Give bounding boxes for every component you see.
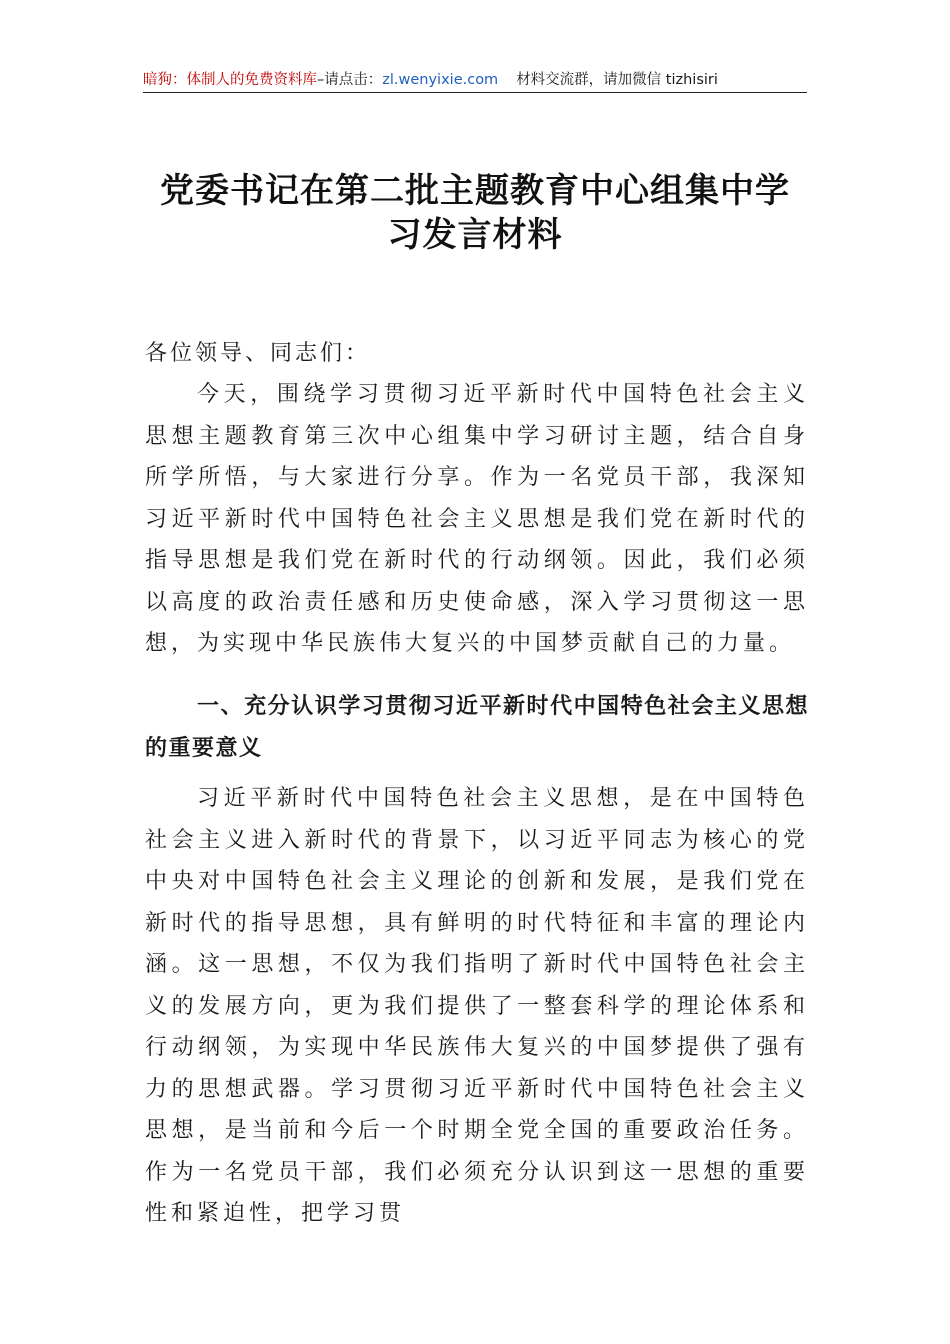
header-separator: –请点击： (317, 72, 383, 88)
header-brand: 暗狗：体制人的免费资料库 (143, 72, 317, 88)
page-header (143, 70, 807, 93)
header-link[interactable]: zl.wenyixie.com (382, 72, 499, 88)
paragraph-intro: 今天，围绕学习贯彻习近平新时代中国特色社会主义思想主题教育第三次中心组集中学习研讨主题，结合自身所学所悟，与大家进行分享。作为一名党员干部，我深知习近平新时代中国特色社会主义思想是我们党在新时代的指导思想是我们党在新时代的行动纲领。因此，我们必须以高度的政治责任感和历史使命感，深入学习贯彻这一思想，为实现中华民族伟大复兴的中国梦贡献自己的力量。 (145, 382, 809, 656)
paragraph-section-1: 习近平新时代中国特色社会主义思想，是在中国特色社会主义进入新时代的背景下，以习近平同志为核心的党中央对中国特色社会主义理论的创新和发展，是我们党在新时代的指导思想，具有鲜明的时代特征和丰富的理论内涵。这一思想，不仅为我们指明了新时代中国特色社会主义的发展方向，更为我们提供了一整套科学的理论体系和行动纲领，为实现中华民族伟大复兴的中国梦提供了强有力的思想武器。学习贯彻习近平新时代中国特色社会主义思想，是当前和今后一个时期全党全国的重要政治任务。作为一名党员干部，我们必须充分认识到这一思想的重要性和紧迫性，把学习贯 (145, 786, 809, 1226)
document-title-line-1: 党委书记在第二批主题教育中心组集中学 (160, 171, 790, 211)
header-wechat-note: 材料交流群，请加微信 tizhisiri (516, 72, 718, 88)
document-title-line-2: 习发言材料 (387, 215, 563, 255)
section-heading-1: 一、充分认识学习贯彻习近平新时代中国特色社会主义思想的重要意义 (145, 694, 809, 761)
salutation: 各位领导、同志们： (145, 341, 371, 366)
